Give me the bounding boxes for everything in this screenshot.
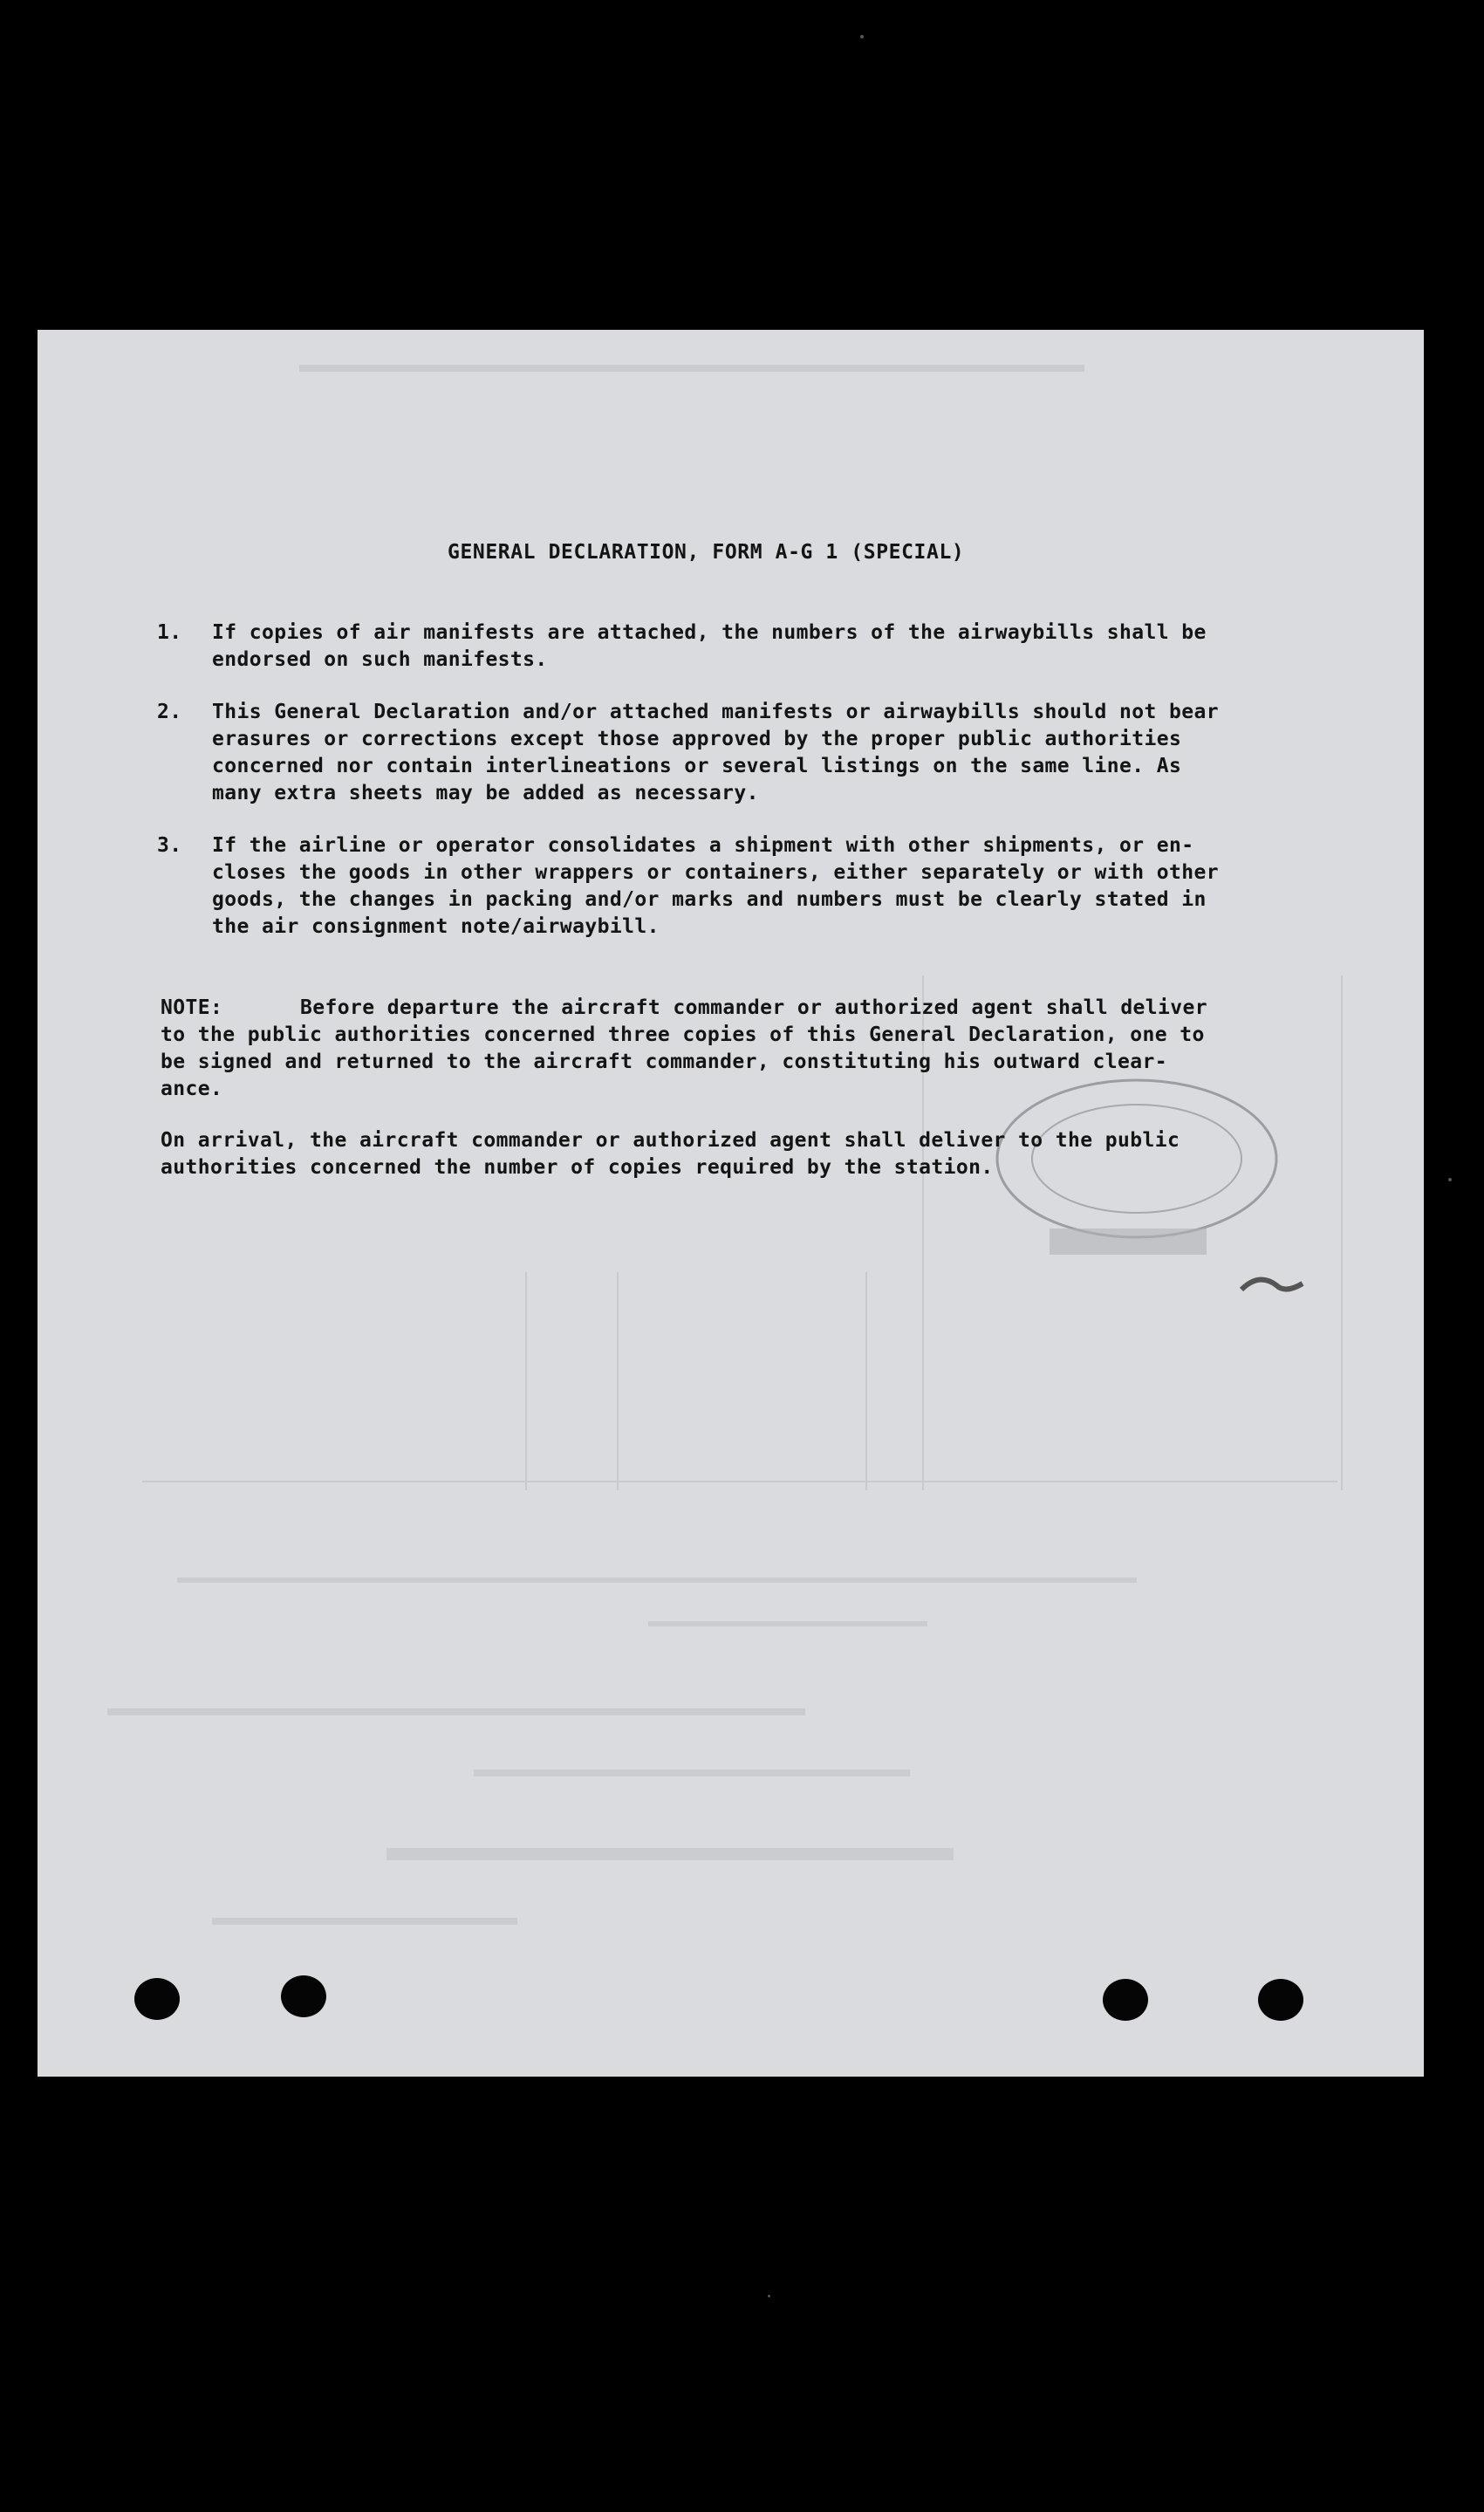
form-title: GENERAL DECLARATION, FORM A-G 1 (SPECIAL) xyxy=(448,541,965,564)
punch-hole xyxy=(1103,1979,1148,2021)
instruction-item-2 xyxy=(157,699,1352,812)
document-page xyxy=(38,330,1424,2077)
scan-speck xyxy=(1448,1178,1452,1181)
item-number: 1. xyxy=(157,621,182,644)
punch-hole xyxy=(281,1975,326,2017)
note-label: NOTE: xyxy=(161,996,223,1019)
item-text: If the airline or operator consolidates a shipment with other shipments, or en- closes the goods in other wrappers or containers, either separately or with other goods, the changes in packing and/or marks and numbers must be clearly stated in the air consignment note/airwaybill. xyxy=(212,834,1220,938)
punch-hole xyxy=(1258,1979,1303,2021)
instruction-item-3 xyxy=(157,832,1352,946)
arrival-paragraph: On arrival, the aircraft commander or authorized agent shall deliver to the public authorities concerned the number of copies required by the station. xyxy=(161,1129,1180,1179)
item-number: 2. xyxy=(157,701,182,723)
item-text: If copies of air manifests are attached, the numbers of the airwaybills shall be endorsed on such manifests. xyxy=(212,621,1207,671)
instruction-item-1 xyxy=(157,619,1352,681)
note-paragraph xyxy=(161,995,1352,1103)
scan-speck xyxy=(860,35,864,38)
scan-speck xyxy=(768,2295,770,2297)
note-text: Before departure the aircraft commander or authorized agent shall deliver to the public authorities concerned three copies of this General Declaration, one to be signed and returned to the aircraft commander, constituting his outward clear- ance. xyxy=(161,996,1208,1100)
item-number: 3. xyxy=(157,834,182,857)
punch-hole xyxy=(134,1978,180,2020)
item-text: This General Declaration and/or attached manifests or airwaybills should not bear erasures or corrections except those approved by the proper public authorities concerned nor contain interlineations or several listings on the same line. As many extra sheets may be added as necessary. xyxy=(212,701,1220,804)
